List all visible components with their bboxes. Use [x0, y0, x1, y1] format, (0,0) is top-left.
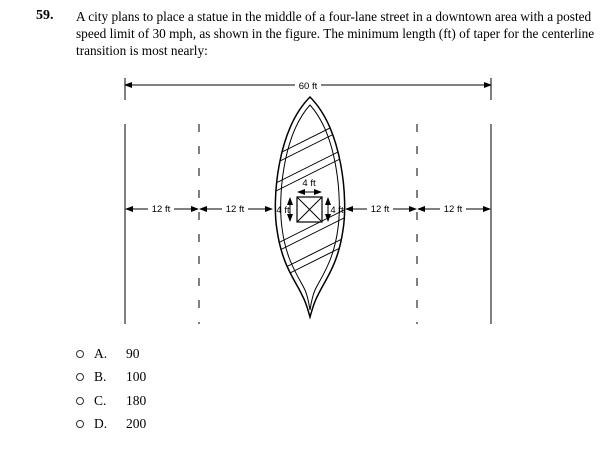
statue-right-offset-label: 4 ft [330, 205, 344, 216]
option-value: 180 [126, 392, 147, 408]
statue-left-offset-label: 4 ft [276, 205, 290, 216]
radio-icon[interactable] [76, 373, 84, 381]
answer-options [76, 342, 146, 436]
option-value: 200 [126, 416, 147, 432]
lane-4-width-label: 12 ft [443, 204, 463, 215]
option-letter: B. [94, 369, 107, 385]
option-letter: D. [94, 416, 108, 432]
question-text: A city plans to place a statue in the middle of a four-lane street in a downtown area with a posted speed limit of 30 mph, as shown in the figure. The minimum length (ft) of taper for the centerline transition is most nearly: [76, 9, 595, 58]
radio-icon[interactable] [76, 397, 84, 405]
option-a[interactable] [76, 342, 146, 366]
option-c[interactable] [76, 389, 146, 413]
option-d[interactable] [76, 413, 146, 437]
option-value: 90 [126, 345, 140, 361]
option-b[interactable] [76, 366, 146, 390]
overall-width-label: 60 ft [298, 81, 318, 92]
option-letter: A. [94, 345, 108, 361]
radio-icon[interactable] [76, 350, 84, 358]
question-number: 59. [36, 8, 54, 23]
option-letter: C. [94, 392, 107, 408]
radio-icon[interactable] [76, 420, 84, 428]
option-value: 100 [126, 369, 147, 385]
lane-1-width-label: 12 ft [151, 204, 171, 215]
lane-2-width-label: 12 ft [225, 204, 245, 215]
lane-3-width-label: 12 ft [370, 204, 390, 215]
statue-width-label: 4 ft [302, 178, 316, 189]
